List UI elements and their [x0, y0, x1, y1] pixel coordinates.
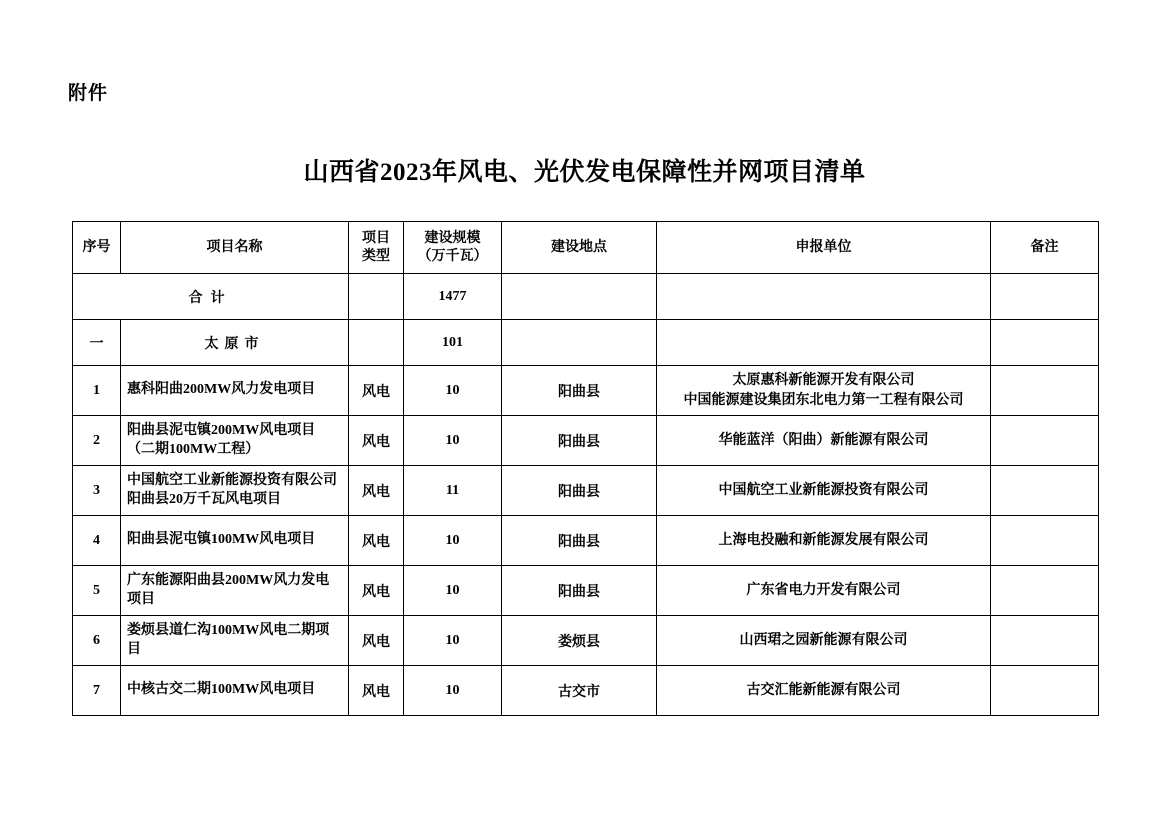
row-scale: 10 — [404, 416, 502, 466]
row-project-name: 中核古交二期100MW风电项目 — [121, 666, 349, 716]
row-seq: 1 — [73, 366, 121, 416]
project-list-table — [72, 221, 1099, 716]
row-project-name: 阳曲县泥屯镇200MW风电项目（二期100MW工程） — [121, 416, 349, 466]
row-note — [991, 616, 1099, 666]
row-applicant-unit — [657, 366, 991, 416]
city-note — [991, 320, 1099, 366]
row-place: 阳曲县 — [502, 416, 657, 466]
header-note: 备注 — [991, 222, 1099, 274]
row-project-type: 风电 — [349, 366, 404, 416]
header-applicant-unit: 申报单位 — [657, 222, 991, 274]
row-project-type: 风电 — [349, 466, 404, 516]
total-unit — [657, 274, 991, 320]
row-note — [991, 516, 1099, 566]
city-type — [349, 320, 404, 366]
row-place: 娄烦县 — [502, 616, 657, 666]
row-scale: 10 — [404, 666, 502, 716]
attachment-label: 附件 — [68, 83, 109, 104]
row-project-type: 风电 — [349, 516, 404, 566]
header-project-type-line1: 项目 — [362, 231, 390, 246]
row-place: 阳曲县 — [502, 516, 657, 566]
row-seq: 4 — [73, 516, 121, 566]
row-place: 古交市 — [502, 666, 657, 716]
row-applicant-unit-line1: 太原惠科新能源开发有限公司 — [732, 372, 915, 388]
total-label: 合计 — [73, 274, 349, 320]
city-place — [502, 320, 657, 366]
header-project-type-line2: 类型 — [362, 248, 390, 264]
row-seq: 3 — [73, 466, 121, 516]
row-project-type: 风电 — [349, 616, 404, 666]
row-scale: 10 — [404, 566, 502, 616]
row-applicant-unit: 上海电投融和新能源发展有限公司 — [657, 516, 991, 566]
row-project-name: 阳曲县泥屯镇100MW风电项目 — [121, 516, 349, 566]
table-header — [73, 222, 1099, 274]
table-body — [73, 274, 1099, 716]
row-note — [991, 466, 1099, 516]
row-note — [991, 666, 1099, 716]
row-seq: 5 — [73, 566, 121, 616]
row-note — [991, 366, 1099, 416]
row-applicant-unit: 广东省电力开发有限公司 — [657, 566, 991, 616]
total-scale: 1477 — [404, 274, 502, 320]
table-row-city — [73, 320, 1099, 366]
table-row — [73, 416, 1099, 466]
row-note — [991, 566, 1099, 616]
row-note — [991, 416, 1099, 466]
total-place — [502, 274, 657, 320]
city-scale: 101 — [404, 320, 502, 366]
row-seq: 2 — [73, 416, 121, 466]
city-unit — [657, 320, 991, 366]
row-applicant-unit: 古交汇能新能源有限公司 — [657, 666, 991, 716]
header-scale-line1: 建设规模 — [424, 231, 481, 246]
table-row — [73, 516, 1099, 566]
page-title: 山西省2023年风电、光伏发电保障性并网项目清单 — [303, 159, 866, 186]
row-scale: 10 — [404, 366, 502, 416]
row-applicant-unit: 山西珺之园新能源有限公司 — [657, 616, 991, 666]
row-project-type: 风电 — [349, 566, 404, 616]
table-row-total — [73, 274, 1099, 320]
row-project-name: 娄烦县道仁沟100MW风电二期项目 — [121, 616, 349, 666]
row-place: 阳曲县 — [502, 366, 657, 416]
total-note — [991, 274, 1099, 320]
city-seq: 一 — [73, 320, 121, 366]
header-project-type — [349, 222, 404, 274]
row-applicant-unit: 华能蓝洋（阳曲）新能源有限公司 — [657, 416, 991, 466]
row-project-name: 中国航空工业新能源投资有限公司阳曲县20万千瓦风电项目 — [121, 466, 349, 516]
row-project-name: 广东能源阳曲县200MW风力发电项目 — [121, 566, 349, 616]
row-scale: 11 — [404, 466, 502, 516]
table-row — [73, 366, 1099, 416]
row-applicant-unit-line2: 中国能源建设集团东北电力第一工程有限公司 — [683, 392, 964, 408]
row-seq: 7 — [73, 666, 121, 716]
project-list-table-container — [72, 221, 1098, 716]
row-place: 阳曲县 — [502, 566, 657, 616]
row-applicant-unit: 中国航空工业新能源投资有限公司 — [657, 466, 991, 516]
row-scale: 10 — [404, 516, 502, 566]
header-construction-place: 建设地点 — [502, 222, 657, 274]
row-project-type: 风电 — [349, 416, 404, 466]
header-seq: 序号 — [73, 222, 121, 274]
row-scale: 10 — [404, 616, 502, 666]
row-seq: 6 — [73, 616, 121, 666]
row-place: 阳曲县 — [502, 466, 657, 516]
table-row — [73, 666, 1099, 716]
row-project-name: 惠科阳曲200MW风力发电项目 — [121, 366, 349, 416]
header-project-name: 项目名称 — [121, 222, 349, 274]
city-label: 太原市 — [121, 320, 349, 366]
row-project-type: 风电 — [349, 666, 404, 716]
table-row — [73, 466, 1099, 516]
table-row — [73, 616, 1099, 666]
table-row — [73, 566, 1099, 616]
header-construction-scale — [404, 222, 502, 274]
table-header-row — [73, 222, 1099, 274]
header-scale-line2: （万千瓦） — [417, 248, 488, 264]
total-type — [349, 274, 404, 320]
